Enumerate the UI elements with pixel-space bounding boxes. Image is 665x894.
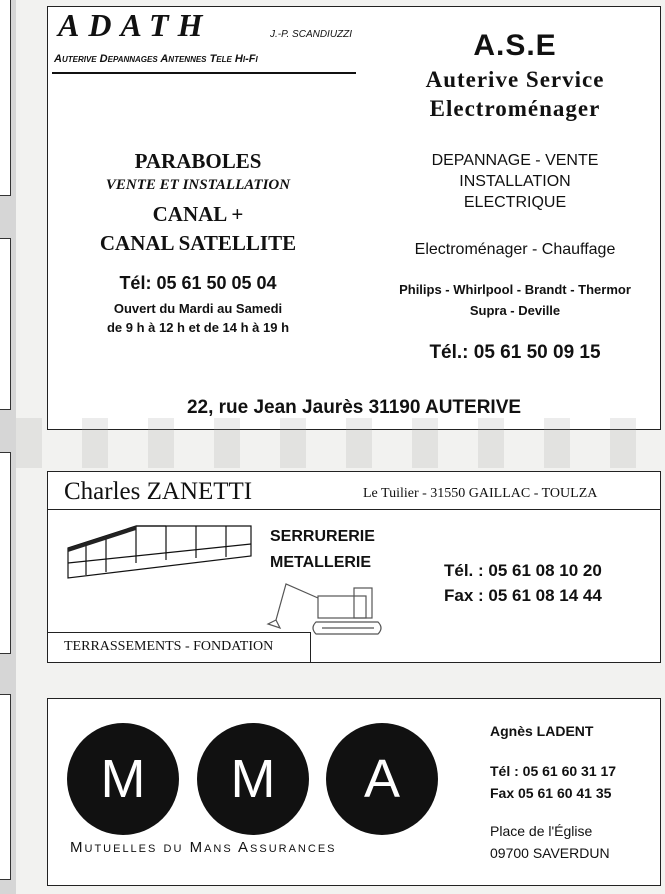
canal-satellite: CANAL SATELLITE bbox=[99, 231, 297, 255]
mma-phone: Tél : 05 61 60 31 17 bbox=[490, 763, 617, 779]
ase-title: A.S.E bbox=[473, 29, 557, 62]
ase-name-line2: Electroménager bbox=[429, 96, 601, 121]
terrassements-rule bbox=[48, 632, 310, 633]
mma-logo-circle bbox=[326, 723, 438, 835]
mma-logo-letter: M bbox=[230, 749, 276, 809]
mma-ad bbox=[47, 698, 661, 886]
address: 22, rue Jean Jaurès 31190 AUTERIVE bbox=[186, 397, 522, 418]
terrassements-rule-right bbox=[310, 632, 311, 663]
adath-owner: J.-P. SCANDIUZZI bbox=[270, 29, 353, 40]
metallerie-label: METALLERIE bbox=[270, 554, 372, 571]
mma-logo-circle bbox=[67, 723, 179, 835]
zanetti-name: Charles ZANETTI bbox=[64, 478, 253, 505]
gutter-frame bbox=[0, 694, 11, 880]
ase-brands-1: Philips - Whirlpool - Brandt - Thermor bbox=[399, 282, 631, 297]
adath-tagline: Auterive Depannages Antennes Tele Hi-Fi bbox=[54, 53, 258, 65]
mma-address-1: Place de l'Église bbox=[490, 823, 593, 839]
paraboles-heading: PARABOLES bbox=[134, 149, 262, 173]
mma-address-2: 09700 SAVERDUN bbox=[490, 845, 610, 861]
ase-brands-2: Supra - Deville bbox=[469, 303, 561, 318]
zanetti-location: Le Tuilier - 31550 GAILLAC - TOULZA bbox=[363, 486, 598, 501]
adath-phone: Tél: 05 61 50 05 04 bbox=[119, 273, 277, 293]
mma-agent-name: Agnès LADENT bbox=[490, 723, 594, 739]
terrassements-label: TERRASSEMENTS - FONDATION bbox=[64, 639, 274, 654]
zanetti-phone: Tél. : 05 61 08 10 20 bbox=[444, 561, 602, 580]
ase-name-line1: Auterive Service bbox=[425, 67, 605, 92]
zanetti-header-rule bbox=[48, 509, 660, 510]
mma-logo-letter: M bbox=[100, 749, 146, 809]
mma-logo-letter: A bbox=[363, 749, 401, 809]
metal-building-illustration bbox=[66, 518, 256, 586]
gutter-frame bbox=[0, 0, 11, 196]
zanetti-fax: Fax : 05 61 08 14 44 bbox=[444, 586, 602, 605]
mma-fax: Fax 05 61 60 41 35 bbox=[490, 785, 612, 801]
vente-installation: VENTE ET INSTALLATION bbox=[105, 177, 291, 193]
ase-services-2: INSTALLATION bbox=[459, 173, 571, 190]
gutter-frame bbox=[0, 238, 11, 410]
mma-company-name: Mutuelles du Mans Assurances bbox=[70, 839, 337, 856]
ase-subtitle: Electroménager - Chauffage bbox=[414, 241, 616, 258]
ase-phone: Tél.: 05 61 50 09 15 bbox=[429, 342, 601, 363]
serrurerie-label: SERRURERIE bbox=[270, 528, 375, 545]
zanetti-ad bbox=[47, 471, 661, 663]
adath-logo: ADATH bbox=[58, 7, 212, 43]
watermark-strip bbox=[16, 418, 665, 468]
gutter-frame bbox=[0, 452, 11, 654]
adath-ase-ad bbox=[47, 6, 661, 430]
adath-hours-days: Ouvert du Mardi au Samedi bbox=[113, 301, 283, 316]
adath-hours-time: de 9 h à 12 h et de 14 h à 19 h bbox=[106, 320, 290, 335]
canal-plus: CANAL + bbox=[152, 202, 244, 226]
mma-logo-circle bbox=[197, 723, 309, 835]
ase-services-3: ELECTRIQUE bbox=[463, 194, 567, 211]
ase-services-1: DEPANNAGE - VENTE bbox=[431, 152, 599, 169]
